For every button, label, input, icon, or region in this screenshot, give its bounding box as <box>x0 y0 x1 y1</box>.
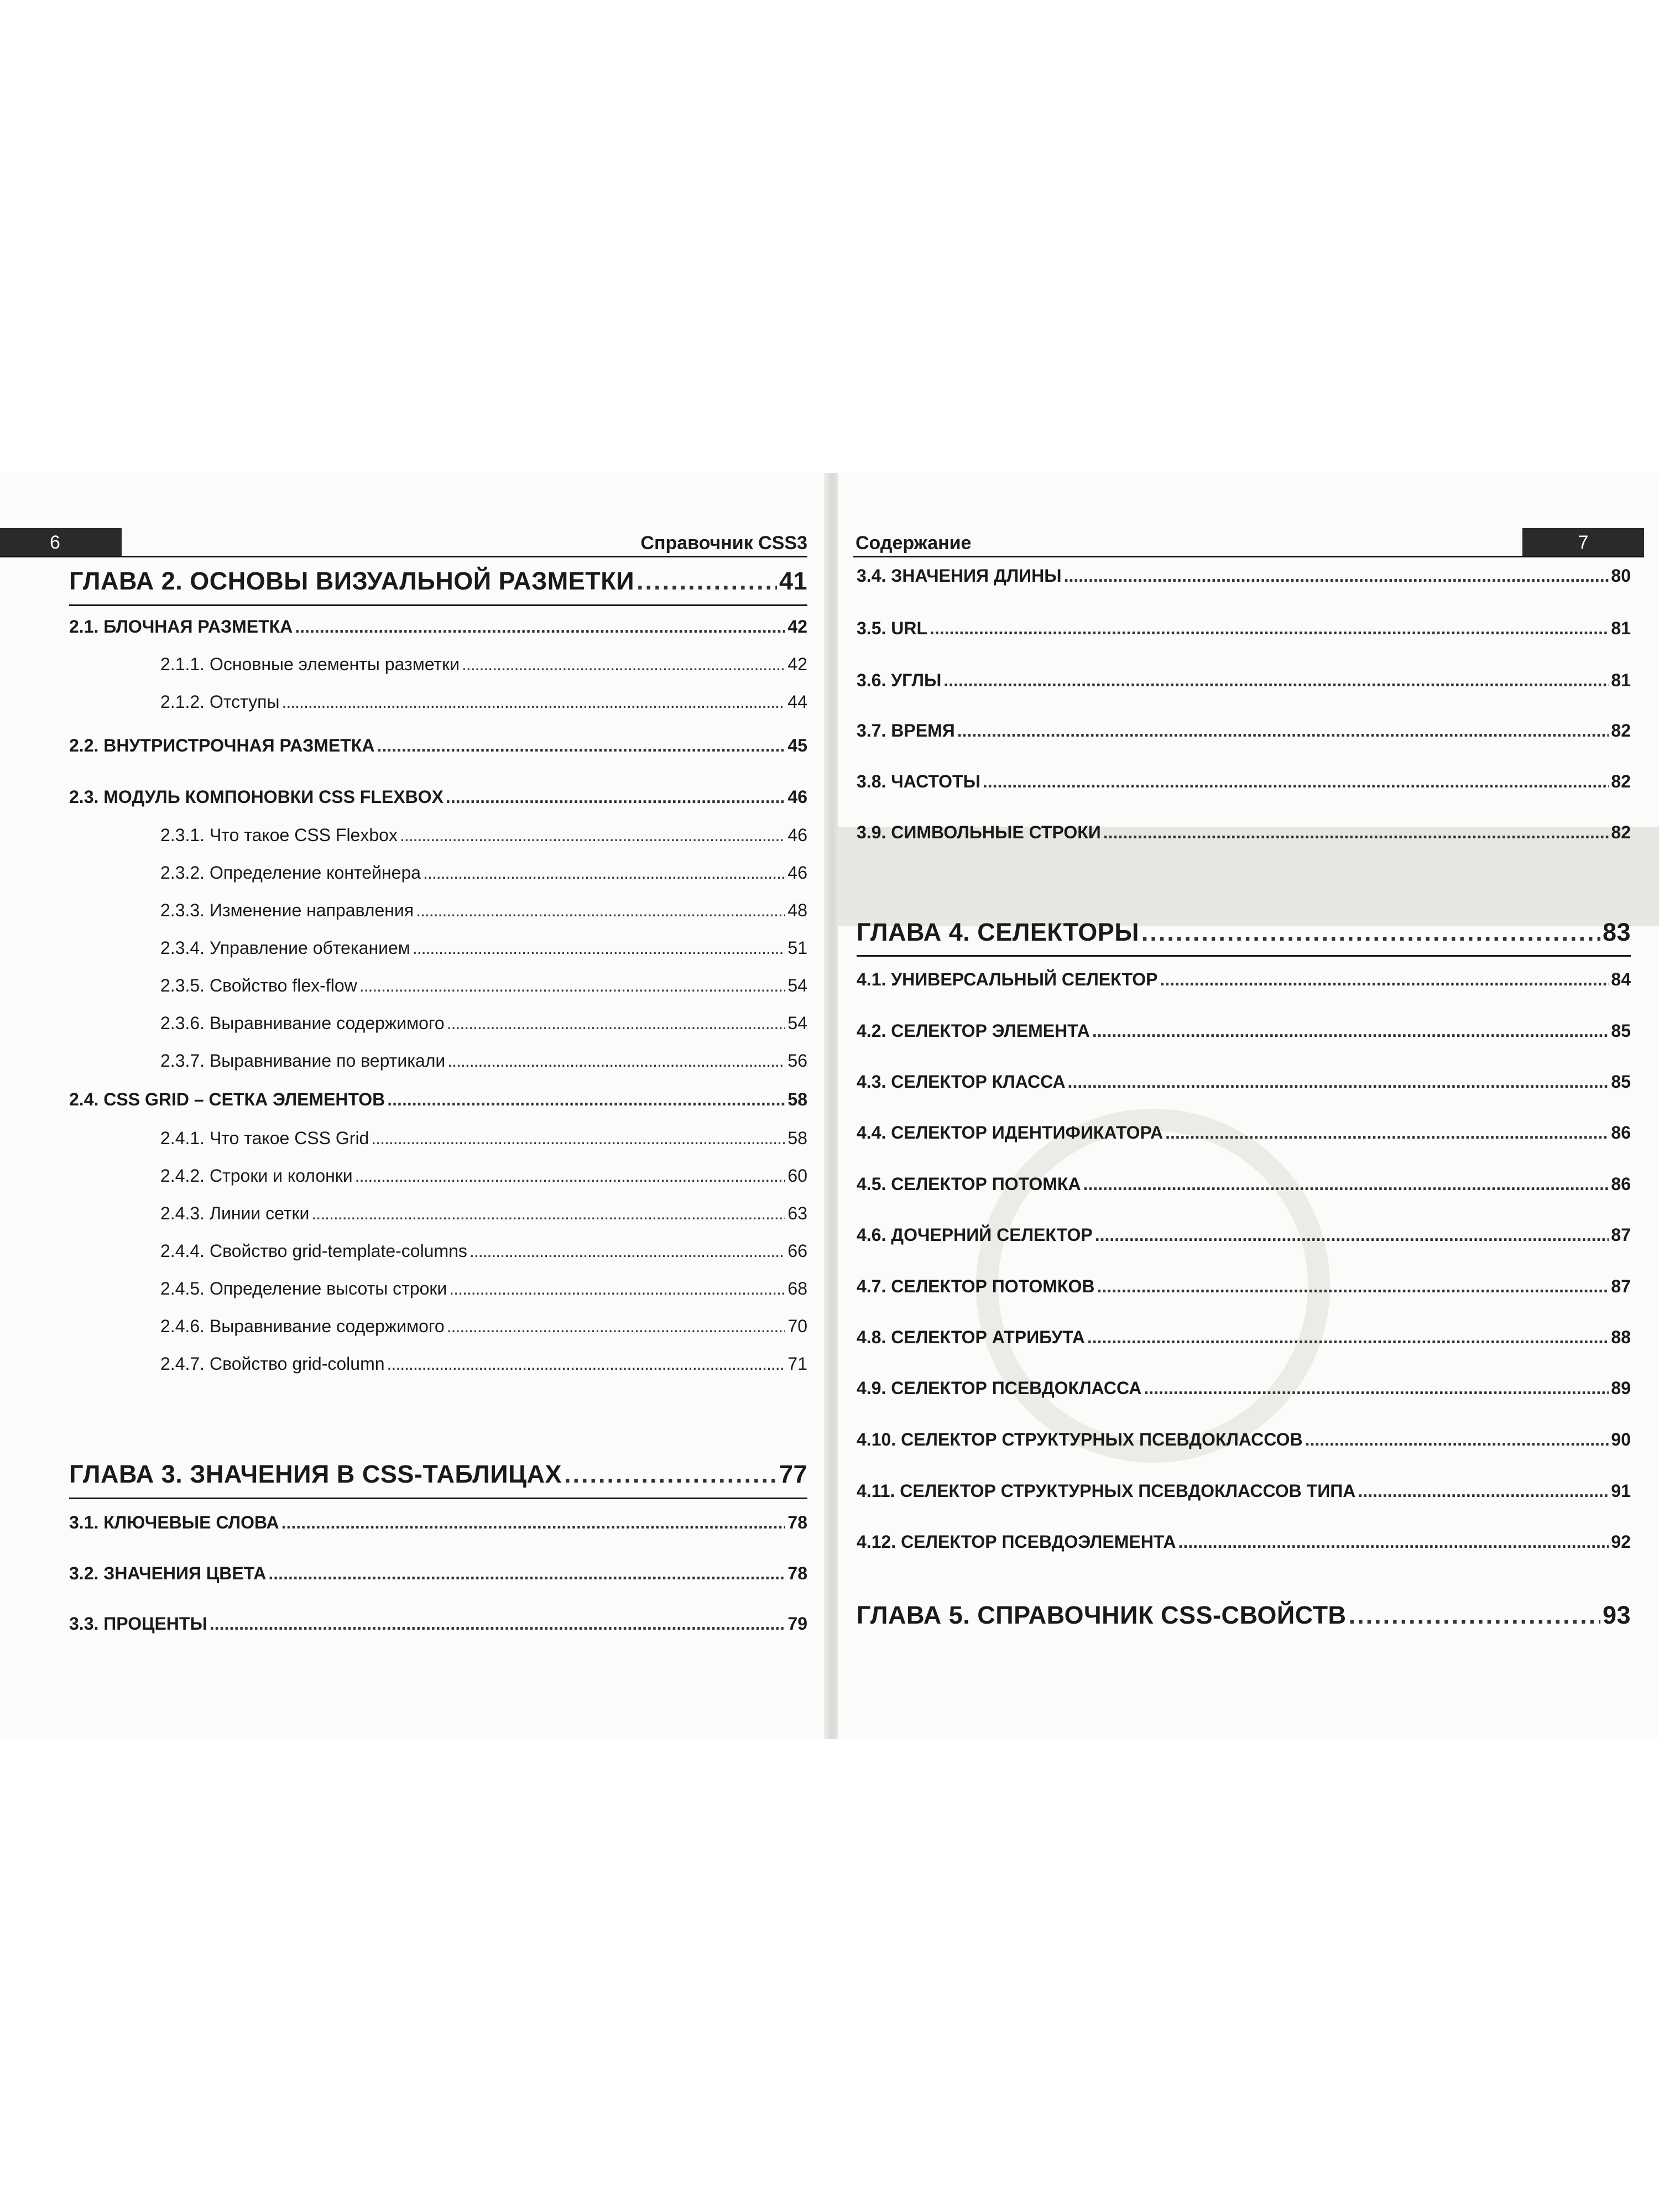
toc-section[interactable] <box>857 566 1631 586</box>
toc-section[interactable] <box>857 1225 1631 1245</box>
toc-leader <box>1305 1430 1609 1450</box>
toc-section[interactable] <box>857 1123 1631 1143</box>
toc-page: 87 <box>1611 1225 1631 1245</box>
toc-section[interactable] <box>857 1021 1631 1041</box>
toc-title: 2.3.2. Определение контейнера <box>160 863 421 883</box>
toc-title: 2.4.3. Линии сетки <box>160 1203 310 1223</box>
left-page-header <box>0 528 807 557</box>
toc-leader <box>1141 918 1600 947</box>
toc-leader <box>416 900 785 921</box>
toc-leader <box>1178 1532 1609 1552</box>
toc-title: 2.3.4. Управление обтеканием <box>160 938 410 958</box>
toc-page: 42 <box>787 654 807 674</box>
toc-title: 2.4.5. Определение высоты строки <box>160 1279 447 1298</box>
toc-subsection[interactable] <box>69 1316 807 1337</box>
toc-title: 4.8. СЕЛЕКТОР АТРИБУТА <box>857 1327 1085 1347</box>
toc-page: 48 <box>787 900 807 920</box>
toc-leader <box>210 1614 786 1634</box>
toc-section[interactable] <box>857 1174 1631 1194</box>
toc-page: 89 <box>1611 1378 1631 1398</box>
right-page-header <box>853 528 1644 557</box>
toc-leader <box>447 1051 785 1071</box>
toc-title: 2.4.7. Свойство grid-column <box>160 1354 385 1374</box>
toc-page: 82 <box>1611 771 1631 791</box>
toc-subsection[interactable] <box>69 1354 807 1374</box>
toc-title: 2.4.6. Выравнивание содержимого <box>160 1316 445 1336</box>
toc-leader <box>1095 1225 1609 1245</box>
toc-page: 77 <box>779 1460 807 1488</box>
toc-title: 4.2. СЕЛЕКТОР ЭЛЕМЕНТА <box>857 1021 1090 1041</box>
toc-leader <box>957 721 1609 741</box>
toc-title: 4.3. СЕЛЕКТОР КЛАССА <box>857 1072 1066 1092</box>
toc-title: 4.7. СЕЛЕКТОР ПОТОМКОВ <box>857 1276 1095 1296</box>
toc-page: 46 <box>787 863 807 883</box>
toc-page: 86 <box>1611 1123 1631 1142</box>
toc-title: 4.10. СЕЛЕКТОР СТРУКТУРНЫХ ПСЕВДОКЛАССОВ <box>857 1430 1303 1449</box>
toc-title: 2.1. БЛОЧНАЯ РАЗМЕТКА <box>69 617 293 637</box>
toc-title: 4.1. УНИВЕРСАЛЬНЫЙ СЕЛЕКТОР <box>857 969 1158 989</box>
toc-title: ГЛАВА 3. ЗНАЧЕНИЯ В CSS-ТАБЛИЦАХ <box>69 1460 562 1488</box>
toc-subsection[interactable] <box>69 1128 807 1149</box>
toc-leader <box>447 1013 786 1034</box>
page-number: 7 <box>1522 528 1644 556</box>
toc-leader <box>1083 1174 1609 1194</box>
toc-subsection[interactable] <box>69 654 807 675</box>
toc-section[interactable] <box>69 617 807 637</box>
toc-title: 4.9. СЕЛЕКТОР ПСЕВДОКЛАССА <box>857 1378 1142 1398</box>
toc-leader <box>355 1166 786 1186</box>
toc-title: 3.1. КЛЮЧЕВЫЕ СЛОВА <box>69 1512 279 1532</box>
toc-page: 46 <box>787 825 807 845</box>
toc-page: 78 <box>787 1512 807 1532</box>
toc-page: 51 <box>787 938 807 958</box>
toc-subsection[interactable] <box>69 863 807 883</box>
toc-leader <box>943 670 1609 691</box>
toc-leader <box>281 1512 786 1533</box>
toc-title: ГЛАВА 5. СПРАВОЧНИК CSS-СВОЙСТВ <box>857 1601 1347 1629</box>
toc-page: 60 <box>787 1166 807 1186</box>
toc-page: 44 <box>787 692 807 712</box>
toc-section[interactable] <box>69 735 807 756</box>
toc-section[interactable] <box>69 1563 807 1584</box>
toc-section[interactable] <box>857 1532 1631 1552</box>
toc-leader <box>1068 1072 1609 1092</box>
toc-title: 3.4. ЗНАЧЕНИЯ ДЛИНЫ <box>857 566 1062 586</box>
toc-subsection[interactable] <box>69 975 807 996</box>
toc-page: 91 <box>1611 1481 1631 1501</box>
toc-title: 4.11. СЕЛЕКТОР СТРУКТУРНЫХ ПСЕВДОКЛАССОВ ТИПА <box>857 1481 1356 1501</box>
book-spread <box>0 473 1659 1739</box>
toc-leader <box>268 1563 785 1584</box>
toc-section[interactable] <box>857 1276 1631 1297</box>
toc-section[interactable] <box>69 787 807 807</box>
toc-chapter[interactable] <box>857 918 1631 947</box>
toc-title: 3.7. ВРЕМЯ <box>857 721 955 740</box>
toc-subsection[interactable] <box>69 692 807 712</box>
toc-section[interactable] <box>857 1481 1631 1501</box>
toc-page: 81 <box>1611 670 1631 690</box>
toc-page: 80 <box>1611 566 1631 586</box>
toc-page: 86 <box>1611 1174 1631 1194</box>
toc-section[interactable] <box>857 771 1631 792</box>
toc-chapter[interactable] <box>69 567 807 596</box>
toc-section[interactable] <box>857 1072 1631 1092</box>
toc-section[interactable] <box>69 1512 807 1533</box>
toc-leader <box>1097 1276 1609 1297</box>
running-head: Справочник CSS3 <box>640 533 807 554</box>
toc-page: 42 <box>787 617 807 637</box>
toc-page: 81 <box>1611 618 1631 638</box>
toc-title: 3.8. ЧАСТОТЫ <box>857 771 980 791</box>
toc-page: 58 <box>787 1089 807 1109</box>
toc-section[interactable] <box>857 969 1631 990</box>
toc-page: 66 <box>787 1241 807 1261</box>
toc-subsection[interactable] <box>69 1166 807 1186</box>
toc-leader <box>1092 1021 1609 1041</box>
toc-chapter[interactable] <box>69 1460 807 1489</box>
toc-leader <box>387 1354 786 1374</box>
toc-title: 2.3.6. Выравнивание содержимого <box>160 1013 445 1033</box>
toc-leader <box>930 618 1609 639</box>
toc-leader <box>449 1279 785 1299</box>
toc-page: 46 <box>787 787 807 807</box>
toc-leader <box>413 938 786 958</box>
divider <box>69 1498 807 1499</box>
toc-section[interactable] <box>857 1327 1631 1348</box>
toc-page: 83 <box>1602 918 1631 946</box>
toc-title: 3.3. ПРОЦЕНТЫ <box>69 1614 207 1634</box>
toc-leader <box>371 1128 785 1149</box>
toc-subsection[interactable] <box>69 1279 807 1299</box>
toc-title: 4.12. СЕЛЕКТОР ПСЕВДОЭЛЕМЕНТА <box>857 1532 1176 1552</box>
toc-section[interactable] <box>857 1378 1631 1399</box>
toc-title: 2.1.2. Отступы <box>160 692 280 712</box>
toc-page: 71 <box>787 1354 807 1374</box>
toc-leader <box>1358 1481 1609 1501</box>
right-page <box>838 473 1659 1739</box>
toc-subsection[interactable] <box>69 1203 807 1224</box>
toc-title: 2.3.5. Свойство flex-flow <box>160 975 357 995</box>
divider <box>69 604 807 606</box>
toc-page: 54 <box>787 975 807 995</box>
toc-leader <box>447 1316 786 1337</box>
toc-page: 92 <box>1611 1532 1631 1552</box>
toc-title: 2.3. МОДУЛЬ КОМПОНОВКИ CSS FLEXBOX <box>69 787 444 807</box>
toc-section[interactable] <box>69 1089 807 1110</box>
toc-leader <box>1160 969 1609 990</box>
page-number: 6 <box>0 528 122 556</box>
toc-leader <box>423 863 785 883</box>
toc-page: 41 <box>779 567 807 595</box>
toc-page: 82 <box>1611 721 1631 740</box>
toc-leader <box>387 1089 785 1110</box>
toc-page: 58 <box>787 1128 807 1148</box>
toc-title: ГЛАВА 2. ОСНОВЫ ВИЗУАЛЬНОЙ РАЗМЕТКИ <box>69 567 635 595</box>
toc-leader <box>400 825 785 846</box>
toc-page: 84 <box>1611 969 1631 989</box>
toc-subsection[interactable] <box>69 1241 807 1261</box>
toc-page: 93 <box>1602 1601 1631 1629</box>
toc-page: 70 <box>787 1316 807 1336</box>
toc-section[interactable] <box>857 822 1631 843</box>
toc-page: 79 <box>787 1614 807 1634</box>
toc-section[interactable] <box>857 670 1631 691</box>
toc-leader <box>1064 566 1609 586</box>
toc-subsection[interactable] <box>69 938 807 958</box>
toc-title: ГЛАВА 4. СЕЛЕКТОРЫ <box>857 918 1139 946</box>
toc-subsection[interactable] <box>69 1013 807 1034</box>
toc-page: 82 <box>1611 822 1631 842</box>
toc-title: 3.9. СИМВОЛЬНЫЕ СТРОКИ <box>857 822 1101 842</box>
toc-page: 88 <box>1611 1327 1631 1347</box>
toc-title: 2.4. CSS GRID – СЕТКА ЭЛЕМЕНТОВ <box>69 1089 385 1109</box>
toc-leader <box>983 771 1609 792</box>
running-head: Содержание <box>855 533 972 554</box>
toc-page: 87 <box>1611 1276 1631 1296</box>
toc-page: 68 <box>787 1279 807 1298</box>
toc-leader <box>311 1203 785 1224</box>
toc-title: 2.3.1. Что такое CSS Flexbox <box>160 825 398 845</box>
toc-leader <box>446 787 785 807</box>
toc-leader <box>1165 1123 1609 1143</box>
toc-title: 4.6. ДОЧЕРНИЙ СЕЛЕКТОР <box>857 1225 1093 1245</box>
divider <box>857 955 1631 957</box>
toc-leader <box>1349 1601 1600 1630</box>
toc-leader <box>469 1241 785 1261</box>
toc-page: 85 <box>1611 1021 1631 1041</box>
toc-leader <box>359 975 786 996</box>
toc-section[interactable] <box>857 618 1631 639</box>
toc-subsection[interactable] <box>69 825 807 846</box>
toc-leader <box>281 692 785 712</box>
toc-leader <box>1103 822 1609 843</box>
toc-page: 78 <box>787 1563 807 1583</box>
toc-title: 3.6. УГЛЫ <box>857 670 942 690</box>
toc-leader <box>462 654 785 675</box>
toc-title: 2.4.4. Свойство grid-template-columns <box>160 1241 467 1261</box>
toc-page: 63 <box>787 1203 807 1223</box>
toc-page: 56 <box>787 1051 807 1071</box>
toc-title: 2.3.7. Выравнивание по вертикали <box>160 1051 446 1071</box>
toc-page: 85 <box>1611 1072 1631 1092</box>
toc-page: 90 <box>1611 1430 1631 1449</box>
toc-title: 2.4.1. Что такое CSS Grid <box>160 1128 369 1148</box>
toc-leader <box>1144 1378 1609 1399</box>
toc-title: 4.5. СЕЛЕКТОР ПОТОМКА <box>857 1174 1081 1194</box>
toc-title: 4.4. СЕЛЕКТОР ИДЕНТИФИКАТОРА <box>857 1123 1164 1142</box>
toc-leader <box>295 617 785 637</box>
toc-title: 2.3.3. Изменение направления <box>160 900 414 920</box>
toc-section[interactable] <box>69 1614 807 1634</box>
toc-title: 3.5. URL <box>857 618 928 638</box>
toc-page: 45 <box>787 735 807 755</box>
left-page <box>0 473 830 1739</box>
toc-title: 2.4.2. Строки и колонки <box>160 1166 353 1186</box>
toc-leader <box>377 735 785 756</box>
toc-title: 3.2. ЗНАЧЕНИЯ ЦВЕТА <box>69 1563 267 1583</box>
toc-subsection[interactable] <box>69 1051 807 1071</box>
toc-leader <box>637 567 777 596</box>
toc-leader <box>1087 1327 1609 1348</box>
toc-section[interactable] <box>857 1430 1631 1450</box>
toc-chapter[interactable] <box>857 1601 1631 1630</box>
toc-page: 54 <box>787 1013 807 1033</box>
toc-subsection[interactable] <box>69 900 807 921</box>
toc-section[interactable] <box>857 721 1631 741</box>
toc-leader <box>564 1460 777 1489</box>
toc-title: 2.1.1. Основные элементы разметки <box>160 654 460 674</box>
toc-title: 2.2. ВНУТРИСТРОЧНАЯ РАЗМЕТКА <box>69 735 375 755</box>
